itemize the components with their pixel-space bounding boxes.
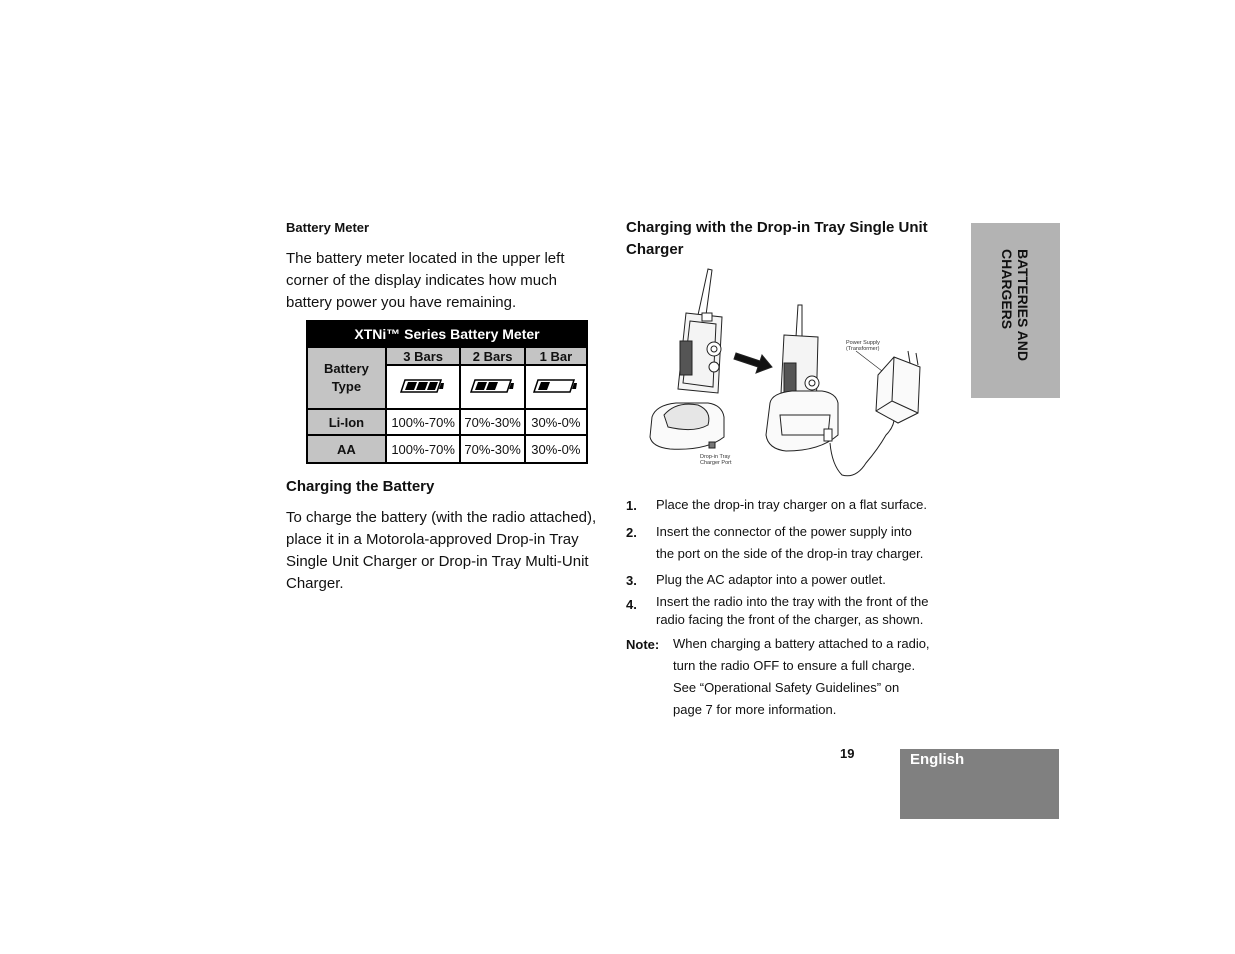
page-number: 19 <box>840 746 855 761</box>
note-label: Note: <box>626 637 660 652</box>
section-tab <box>971 223 1060 398</box>
power-supply-label: Power Supply <box>846 340 880 346</box>
step-text: Place the drop-in tray charger on a flat surface. <box>656 497 927 512</box>
step-number: 1. <box>626 498 637 513</box>
language-tab <box>900 749 1059 819</box>
table-cell: 70%-30% <box>460 409 524 435</box>
charger-illustration <box>646 265 946 483</box>
step-number: 2. <box>626 525 637 540</box>
battery-meter-paragraph: The battery meter located in the upper left corner of the display indicates how much battery power you have remaining. <box>286 250 565 311</box>
charger-port-label: Charger Port <box>700 460 732 466</box>
table-cell: 100%-70% <box>386 435 461 463</box>
step-text: Insert the radio into the tray with the front of the radio facing the front of the charger, as shown. <box>656 594 929 627</box>
table-cell: 100%-70% <box>386 409 461 435</box>
table-title: XTNi™ Series Battery Meter <box>307 321 587 347</box>
battery-2-bars-icon <box>460 365 524 409</box>
column-header: 2 Bars <box>460 347 524 365</box>
language-tab-label: English <box>910 751 965 768</box>
table-cell: 30%-0% <box>525 409 587 435</box>
section-tab-label: BATTERIES AND CHARGERS <box>999 249 1031 361</box>
step-text: Insert the connector of the power supply into the port on the side of the drop-in tray charger. <box>656 524 924 561</box>
table-cell: 70%-30% <box>460 435 524 463</box>
drop-in-tray-heading: Charging with the Drop-in Tray Single Unit Charger <box>626 219 928 258</box>
column-header: 1 Bar <box>525 347 587 365</box>
battery-3-bars-icon <box>386 365 461 409</box>
column-header: 3 Bars <box>386 347 461 365</box>
charging-paragraph: To charge the battery (with the radio attached), place it in a Motorola-approved Drop-in Tray Single Unit Charger or Drop-in Tray Multi-Unit Charger. <box>286 509 597 592</box>
step-text: Plug the AC adaptor into a power outlet. <box>656 572 886 587</box>
table-cell: 30%-0% <box>525 435 587 463</box>
row-type-li-ion: Li-Ion <box>307 409 386 435</box>
battery-meter-heading: Battery Meter <box>286 220 370 235</box>
charger-port-label: Drop-in Tray <box>700 454 731 460</box>
step-number: 4. <box>626 597 637 612</box>
row-type-aa: AA <box>307 435 386 463</box>
step-number: 3. <box>626 573 637 588</box>
note-text: When charging a battery attached to a radio, turn the radio OFF to ensure a full charge. See “Operational Safety Guidelines” on page 7 for more information. <box>673 636 930 717</box>
power-supply-label: (Transformer) <box>846 346 880 352</box>
battery-type-header: Battery Type <box>307 347 386 409</box>
charging-heading: Charging the Battery <box>286 478 435 495</box>
battery-1-bar-icon <box>525 365 587 409</box>
battery-meter-table <box>306 320 588 464</box>
